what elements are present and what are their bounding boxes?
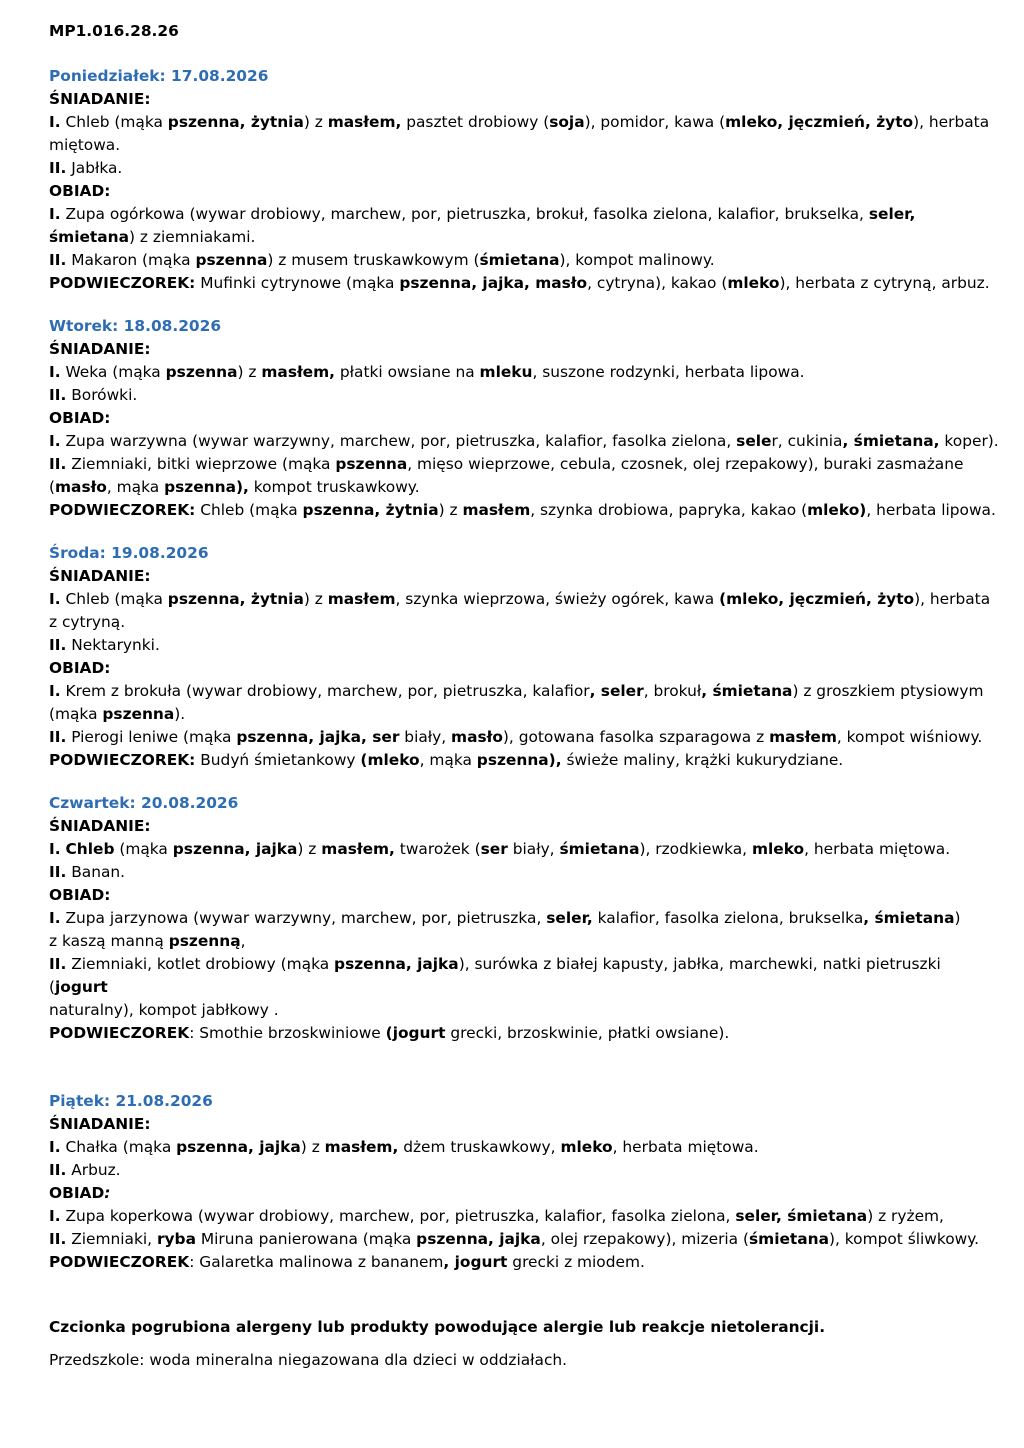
snack-label: PODWIECZOREK: — [49, 751, 196, 769]
allergen-text: pszenna — [102, 705, 175, 723]
menu-text: ), herbata z cytryną. — [49, 590, 991, 631]
menu-text: Nektarynki. — [71, 636, 160, 654]
menu-text: dżem truskawkowy, — [398, 1138, 561, 1156]
allergen-text: pszenna, żytnia — [167, 113, 304, 131]
allergen-text: seler, śmietana — [49, 205, 916, 246]
allergen-text: pszenna — [335, 455, 408, 473]
menu-text: ) z — [303, 590, 328, 608]
lunch-course-2 — [49, 726, 999, 749]
allergen-text: jogurt — [55, 978, 108, 996]
menu-text: Chałka (mąka — [65, 1138, 177, 1156]
lunch-course-2 — [49, 1228, 999, 1251]
allergen-text: mleko — [751, 840, 805, 858]
allergen-text: masłem — [327, 590, 396, 608]
lunch-course-1 — [49, 907, 999, 953]
snack-label: PODWIECZOREK — [49, 1253, 190, 1271]
lunch-label: OBIAD — [49, 1184, 105, 1202]
menu-text: ) z kaszą manną — [49, 909, 961, 950]
menu-text: ) z ryżem, — [867, 1207, 944, 1225]
allergen-text: Chleb — [65, 840, 115, 858]
menu-text: , szynka drobiowa, papryka, kakao ( — [530, 501, 808, 519]
breakfast-course-1 — [49, 111, 999, 157]
menu-text: Zupa koperkowa (wywar drobiowy, marchew, por, pietruszka, kalafior, fasolka zielona, — [65, 1207, 736, 1225]
allergen-text: , śmietana — [701, 682, 793, 700]
course-number: I. — [49, 909, 61, 927]
document-id: MP1.016.28.26 — [49, 22, 179, 40]
lunch-heading: OBIAD: — [49, 182, 111, 200]
allergen-note: Czcionka pogrubiona alergeny lub produkty powodujące alergie lub reakcje nietolerancji. — [49, 1318, 826, 1336]
footer — [49, 1316, 999, 1372]
lunch-course-2 — [49, 249, 999, 272]
allergen-text: masłem, — [324, 1138, 399, 1156]
menu-text: naturalny), kompot jabłkowy . — [49, 1001, 279, 1019]
allergen-text: seler, — [546, 909, 593, 927]
breakfast-heading: ŚNIADANIE: — [49, 567, 151, 585]
menu-text: ), gotowana fasolka szparagowa z — [502, 728, 770, 746]
day-block — [49, 315, 999, 522]
lunch-heading: OBIAD: — [49, 886, 111, 904]
day-title: Poniedziałek: 17.08.2026 — [49, 67, 269, 85]
course-number: II. — [49, 1230, 67, 1248]
menu-text: kompot truskawkowy. — [248, 478, 420, 496]
course-number: II. — [49, 955, 67, 973]
allergen-text: pszenna, jajka — [176, 1138, 301, 1156]
menu-text: , szynka wieprzowa, świeży ogórek, kawa — [395, 590, 720, 608]
menu-text: Zupa jarzynowa (wywar warzywny, marchew, por, pietruszka, — [65, 909, 547, 927]
menu-text: ) z — [237, 363, 262, 381]
snack-colon: : — [189, 1024, 195, 1042]
day-title: Czwartek: 20.08.2026 — [49, 794, 239, 812]
menu-text: grecki z miodem. — [507, 1253, 645, 1271]
menu-text: , suszone rodzynki, herbata lipowa. — [532, 363, 805, 381]
menu-text: Chleb (mąka — [65, 590, 168, 608]
allergen-text: pszenna, żytnia — [302, 501, 439, 519]
breakfast-course-1 — [49, 1136, 999, 1159]
course-number: I. — [49, 363, 61, 381]
menu-text: biały, — [399, 728, 452, 746]
menu-text: kalafior, fasolka zielona, brukselka — [592, 909, 864, 927]
allergen-text: , śmietana, — [842, 432, 940, 450]
menu-text: Zupa ogórkowa (wywar drobiowy, marchew, por, pietruszka, brokuł, fasolka zielona, kalafior, brukselka, — [65, 205, 869, 223]
course-number: II. — [49, 728, 67, 746]
allergen-text: ser — [480, 840, 508, 858]
allergen-text: masłem — [769, 728, 837, 746]
menu-text: biały, — [507, 840, 560, 858]
allergen-text: pszenną — [168, 932, 241, 950]
lunch-course-2 — [49, 953, 999, 1022]
allergen-text: śmietana — [749, 1230, 830, 1248]
menu-text: Zupa warzywna (wywar warzywny, marchew, por, pietruszka, kalafior, fasolka zielona, — [65, 432, 737, 450]
breakfast-course-2 — [49, 634, 999, 657]
day-block — [49, 65, 999, 295]
menu-text: , mąka — [419, 751, 477, 769]
allergen-text: śmietana — [559, 840, 640, 858]
allergen-text: pszenna), — [476, 751, 562, 769]
menu-text: Makaron (mąka — [71, 251, 196, 269]
allergen-text: sele — [736, 432, 772, 450]
menu-text: płatki owsiane na — [335, 363, 480, 381]
menu-text: ) z — [297, 840, 322, 858]
allergen-text: seler, śmietana — [735, 1207, 868, 1225]
menu-text: r, cukinia — [771, 432, 843, 450]
course-number: I. — [49, 1207, 61, 1225]
lunch-heading: OBIAD: — [49, 659, 111, 677]
course-number: II. — [49, 636, 67, 654]
menu-text: Krem z brokuła (wywar drobiowy, marchew, por, pietruszka, kalafior — [65, 682, 590, 700]
menu-text: ), rzodkiewka, — [639, 840, 752, 858]
allergen-text: mleko — [727, 274, 780, 292]
menu-text: , — [240, 932, 246, 950]
menu-text: ), herbata miętowa. — [49, 113, 990, 154]
course-number: I. — [49, 682, 61, 700]
menu-text: ), herbata z cytryną, arbuz. — [779, 274, 990, 292]
snack-colon: : — [189, 1253, 195, 1271]
allergen-text: pszenna, jajka — [172, 840, 298, 858]
menu-text: koper). — [939, 432, 999, 450]
allergen-text: ryba — [156, 1230, 196, 1248]
lunch-heading: OBIAD: — [49, 409, 111, 427]
day-title: Piątek: 21.08.2026 — [49, 1092, 213, 1110]
menu-text: Galaretka malinowa z bananem — [194, 1253, 444, 1271]
allergen-text: pszenna, żytnia — [167, 590, 304, 608]
days-container — [49, 65, 999, 1274]
allergen-text: masłem — [462, 501, 531, 519]
menu-document — [49, 20, 999, 1372]
allergen-text: pszenna, jajka — [416, 1230, 541, 1248]
menu-text: ), kompot śliwkowy. — [829, 1230, 980, 1248]
water-note: Przedszkole: woda mineralna niegazowana dla dzieci w oddziałach. — [49, 1351, 568, 1369]
menu-text: , brokuł — [643, 682, 702, 700]
snack-line — [49, 499, 999, 522]
breakfast-course-1 — [49, 588, 999, 634]
breakfast-course-1 — [49, 838, 999, 861]
day-block — [49, 792, 999, 1045]
menu-text: , mięso wieprzowe, cebula, czosnek, olej rzepakowy), buraki zasmażane ( — [49, 455, 964, 496]
breakfast-course-1 — [49, 361, 999, 384]
snack-line — [49, 272, 999, 295]
menu-text: Ziemniaki, kotlet drobiowy (mąka — [71, 955, 335, 973]
allergen-text: mleko — [560, 1138, 613, 1156]
menu-text: Jabłka. — [71, 159, 123, 177]
menu-text: ) z — [438, 501, 463, 519]
day-block — [49, 1090, 999, 1274]
breakfast-heading: ŚNIADANIE: — [49, 817, 151, 835]
menu-text: świeże maliny, krążki kukurydziane. — [561, 751, 844, 769]
allergen-text: soja — [549, 113, 585, 131]
course-number: I. — [49, 840, 61, 858]
menu-text: , cytryna), kakao ( — [587, 274, 728, 292]
allergen-text: pszenna, jajka — [334, 955, 459, 973]
allergen-text: , jogurt — [443, 1253, 508, 1271]
menu-text: ) z — [300, 1138, 325, 1156]
menu-text: Chleb (mąka — [65, 113, 168, 131]
menu-text: Miruna panierowana (mąka — [195, 1230, 417, 1248]
course-number: I. — [49, 1138, 61, 1156]
course-number: II. — [49, 863, 67, 881]
allergen-text: masłem, — [261, 363, 336, 381]
allergen-text: (mleko — [360, 751, 420, 769]
menu-text: Banan. — [71, 863, 126, 881]
day-title: Środa: 19.08.2026 — [49, 544, 209, 562]
allergen-text: mleko, jęczmień, żyto — [725, 113, 914, 131]
menu-text: , herbata lipowa. — [866, 501, 996, 519]
menu-text: Ziemniaki, — [71, 1230, 157, 1248]
allergen-text: , seler — [589, 682, 644, 700]
snack-line — [49, 1022, 999, 1045]
allergen-text: mleku — [479, 363, 533, 381]
menu-text: twarożek ( — [394, 840, 481, 858]
course-number: I. — [49, 590, 61, 608]
allergen-text: masłem, — [321, 840, 395, 858]
lunch-heading — [49, 1182, 999, 1205]
snack-label: PODWIECZOREK: — [49, 501, 196, 519]
snack-line — [49, 1251, 999, 1274]
menu-text: ) z ziemniakami. — [129, 228, 256, 246]
allergen-text: masło — [451, 728, 503, 746]
allergen-text: pszenna, jajka, ser — [236, 728, 400, 746]
menu-text: Budyń śmietankowy — [195, 751, 361, 769]
menu-text: Arbuz. — [71, 1161, 121, 1179]
breakfast-course-2 — [49, 384, 999, 407]
lunch-course-1 — [49, 203, 999, 249]
allergen-text: pszenna — [165, 363, 238, 381]
course-number: I. — [49, 113, 61, 131]
course-number: I. — [49, 205, 61, 223]
menu-text: Pierogi leniwe (mąka — [71, 728, 237, 746]
lunch-course-1 — [49, 430, 999, 453]
menu-text: Borówki. — [71, 386, 138, 404]
allergen-text: śmietana — [479, 251, 560, 269]
course-number: I. — [49, 432, 61, 450]
allergen-text: mleko) — [807, 501, 867, 519]
menu-text: , herbata miętowa. — [804, 840, 951, 858]
course-number: II. — [49, 386, 67, 404]
menu-text: ), pomidor, kawa ( — [584, 113, 726, 131]
course-number: II. — [49, 251, 67, 269]
menu-text: Chleb (mąka — [195, 501, 303, 519]
course-number: II. — [49, 1161, 67, 1179]
menu-text: (mąka — [114, 840, 173, 858]
course-number: II. — [49, 159, 67, 177]
menu-text: ), kompot malinowy. — [559, 251, 715, 269]
snack-label: PODWIECZOREK — [49, 1024, 190, 1042]
course-number: II. — [49, 455, 67, 473]
menu-text: ) z musem truskawkowym ( — [267, 251, 480, 269]
allergen-text: , śmietana — [863, 909, 955, 927]
day-title: Wtorek: 18.08.2026 — [49, 317, 222, 335]
menu-text: Weka (mąka — [65, 363, 166, 381]
lunch-course-2 — [49, 453, 999, 499]
menu-text: ) z — [303, 113, 328, 131]
breakfast-course-2 — [49, 157, 999, 180]
menu-text: ). — [174, 705, 186, 723]
lunch-colon: : — [104, 1184, 111, 1202]
menu-text: , mąka — [106, 478, 165, 496]
allergen-text: masło — [55, 478, 107, 496]
lunch-course-1 — [49, 680, 999, 726]
menu-text: Smothie brzoskwiniowe — [194, 1024, 386, 1042]
menu-text: , kompot wiśniowy. — [836, 728, 983, 746]
snack-label: PODWIECZOREK: — [49, 274, 196, 292]
menu-text: Mufinki cytrynowe (mąka — [195, 274, 400, 292]
allergen-text: (jogurt — [385, 1024, 446, 1042]
menu-text: Ziemniaki, bitki wieprzowe (mąka — [71, 455, 336, 473]
allergen-text: pszenna), — [164, 478, 249, 496]
menu-text: , olej rzepakowy), mizeria ( — [540, 1230, 750, 1248]
breakfast-heading: ŚNIADANIE: — [49, 340, 151, 358]
menu-text: pasztet drobiowy ( — [401, 113, 550, 131]
breakfast-course-2 — [49, 861, 999, 884]
breakfast-heading: ŚNIADANIE: — [49, 1115, 151, 1133]
allergen-text: (mleko, jęczmień, żyto — [719, 590, 915, 608]
day-block — [49, 542, 999, 772]
menu-text: grecki, brzoskwinie, płatki owsiane). — [445, 1024, 730, 1042]
menu-text: ) z groszkiem ptysiowym (mąka — [49, 682, 984, 723]
menu-text: , herbata miętowa. — [612, 1138, 759, 1156]
breakfast-course-2 — [49, 1159, 999, 1182]
snack-line — [49, 749, 999, 772]
allergen-text: pszenna, jajka, masło — [399, 274, 588, 292]
allergen-text: masłem, — [327, 113, 402, 131]
menu-text: ), surówka z białej kapusty, jabłka, marchewki, natki pietruszki ( — [49, 955, 946, 996]
lunch-course-1 — [49, 1205, 999, 1228]
allergen-text: pszenna — [195, 251, 268, 269]
breakfast-heading: ŚNIADANIE: — [49, 90, 151, 108]
